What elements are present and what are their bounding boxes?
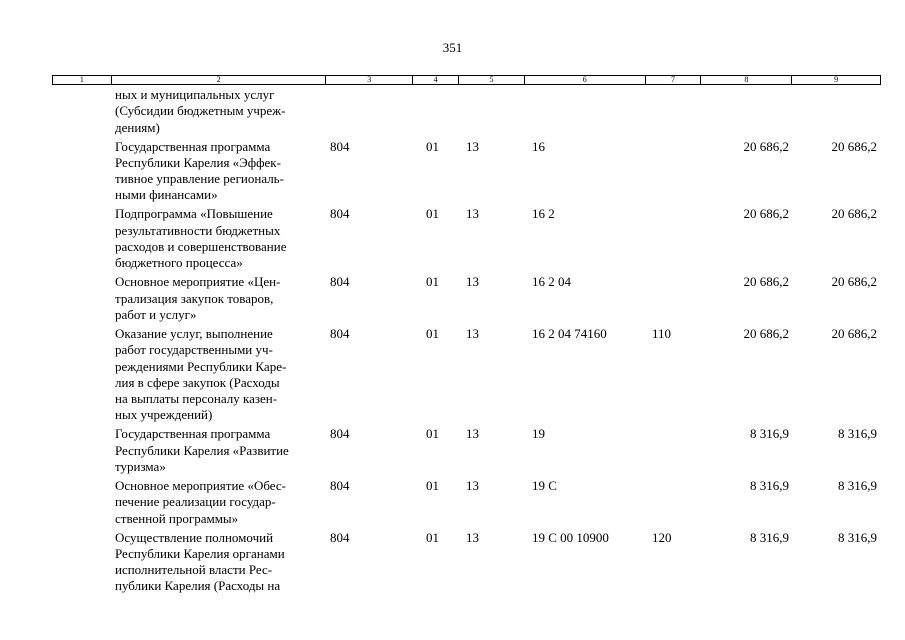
- cell-expense-type: [646, 87, 702, 136]
- cell-empty: [52, 139, 111, 204]
- cell-item-name: Государственная программа Республики Карелия «Эффек- тивное управление региональ- ными финансами»: [115, 138, 284, 203]
- cell-subsection-code: 13: [466, 274, 479, 290]
- cell-amount-1: 20 686,2: [743, 206, 789, 222]
- cell-amount-2: [793, 87, 881, 136]
- cell-amount-1: 20 686,2: [743, 325, 789, 341]
- table-row: [52, 139, 881, 204]
- cell-ministry-code: 804: [330, 325, 350, 341]
- cell-empty: [52, 426, 111, 475]
- cell-amount-1: 20 686,2: [743, 274, 789, 290]
- table-row: [52, 206, 881, 271]
- column-header-3: 3: [326, 76, 413, 84]
- cell-section-code: [413, 87, 459, 136]
- cell-subsection-code: 13: [466, 138, 479, 154]
- cell-empty: [52, 478, 111, 527]
- cell-item-name: Осуществление полномочий Республики Карелия органами исполнительной власти Рес- публики Карелия (Расходы на: [115, 529, 285, 594]
- cell-ministry-code: 804: [330, 206, 350, 222]
- cell-section-code: 01: [426, 138, 439, 154]
- cell-section-code: 01: [426, 426, 439, 442]
- cell-expense-type: [646, 139, 702, 204]
- cell-amount-2: 8 316,9: [838, 426, 877, 442]
- cell-subsection-code: 13: [466, 325, 479, 341]
- cell-empty: [52, 87, 111, 136]
- cell-item-name: Основное мероприятие «Цен- трализация закупок товаров, работ и услуг»: [115, 274, 281, 322]
- cell-amount-2: 20 686,2: [831, 325, 877, 341]
- cell-ministry-code: 804: [330, 529, 350, 545]
- cell-target-article: 16: [532, 138, 545, 154]
- cell-target-article: 16 2: [532, 206, 555, 222]
- column-header-1: 1: [53, 76, 112, 84]
- cell-expense-type: [646, 426, 702, 475]
- table-row: [52, 426, 881, 475]
- cell-amount-1: 8 316,9: [750, 426, 789, 442]
- cell-amount-2: 20 686,2: [831, 274, 877, 290]
- cell-expense-type: [646, 274, 702, 323]
- cell-expense-type: [646, 478, 702, 527]
- cell-amount-1: 20 686,2: [743, 138, 789, 154]
- table-row: [52, 530, 881, 595]
- cell-expense-type: 110: [652, 325, 672, 341]
- budget-table-body: [52, 87, 881, 597]
- column-header-4: 4: [413, 76, 459, 84]
- cell-empty: [52, 326, 111, 424]
- column-header-8: 8: [701, 76, 792, 84]
- cell-target-article: 19 С: [532, 477, 557, 493]
- cell-subsection-code: 13: [466, 426, 479, 442]
- cell-target-article: [525, 87, 646, 136]
- cell-ministry-code: 804: [330, 274, 350, 290]
- cell-section-code: 01: [426, 325, 439, 341]
- cell-subsection-code: [459, 87, 525, 136]
- column-header-2: 2: [112, 76, 326, 84]
- cell-amount-1: [702, 87, 793, 136]
- cell-empty: [52, 274, 111, 323]
- table-row: [52, 478, 881, 527]
- cell-item-name: ных и муниципальных услуг (Субсидии бюджетным учреж- дениям): [115, 87, 286, 135]
- column-header-5: 5: [459, 76, 525, 84]
- cell-amount-1: 8 316,9: [750, 477, 789, 493]
- cell-section-code: 01: [426, 477, 439, 493]
- cell-subsection-code: 13: [466, 477, 479, 493]
- cell-ministry-code: 804: [330, 426, 350, 442]
- cell-amount-2: 8 316,9: [838, 477, 877, 493]
- cell-section-code: 01: [426, 274, 439, 290]
- cell-expense-type: [646, 206, 702, 271]
- column-header-7: 7: [646, 76, 702, 84]
- column-number-header: [52, 75, 881, 85]
- cell-empty: [52, 206, 111, 271]
- cell-amount-2: 8 316,9: [838, 529, 877, 545]
- page-number: 351: [442, 40, 463, 55]
- cell-section-code: 01: [426, 529, 439, 545]
- cell-target-article: 19 С 00 10900: [532, 529, 609, 545]
- cell-empty: [52, 530, 111, 595]
- cell-expense-type: 120: [652, 529, 672, 545]
- cell-target-article: 16 2 04: [532, 274, 571, 290]
- table-row: [52, 274, 881, 323]
- column-header-6: 6: [525, 76, 646, 84]
- cell-item-name: Подпрограмма «Повышение результативности бюджетных расходов и совершенствование бюджетного процесса»: [115, 206, 287, 271]
- cell-section-code: 01: [426, 206, 439, 222]
- cell-amount-2: 20 686,2: [831, 206, 877, 222]
- cell-target-article: 19: [532, 426, 545, 442]
- cell-item-name: Основное мероприятие «Обес- печение реализации государ- ственной программы»: [115, 477, 286, 526]
- column-header-9: 9: [834, 75, 839, 84]
- table-row: [52, 326, 881, 424]
- cell-ministry-code: 804: [330, 138, 350, 154]
- cell-item-name: Государственная программа Республики Карелия «Развитие туризма»: [115, 426, 289, 474]
- cell-amount-1: 8 316,9: [750, 529, 789, 545]
- cell-ministry-code: [326, 87, 413, 136]
- cell-amount-2: 20 686,2: [831, 138, 877, 154]
- cell-item-name: Оказание услуг, выполнение работ государственными уч- реждениями Республики Каре- лия в сфере закупок (Расходы на выплаты персоналу казен- ных учреждений): [115, 325, 287, 423]
- cell-subsection-code: 13: [466, 529, 479, 545]
- cell-ministry-code: 804: [330, 477, 350, 493]
- cell-subsection-code: 13: [466, 206, 479, 222]
- cell-target-article: 16 2 04 74160: [532, 325, 607, 341]
- table-row: [52, 87, 881, 136]
